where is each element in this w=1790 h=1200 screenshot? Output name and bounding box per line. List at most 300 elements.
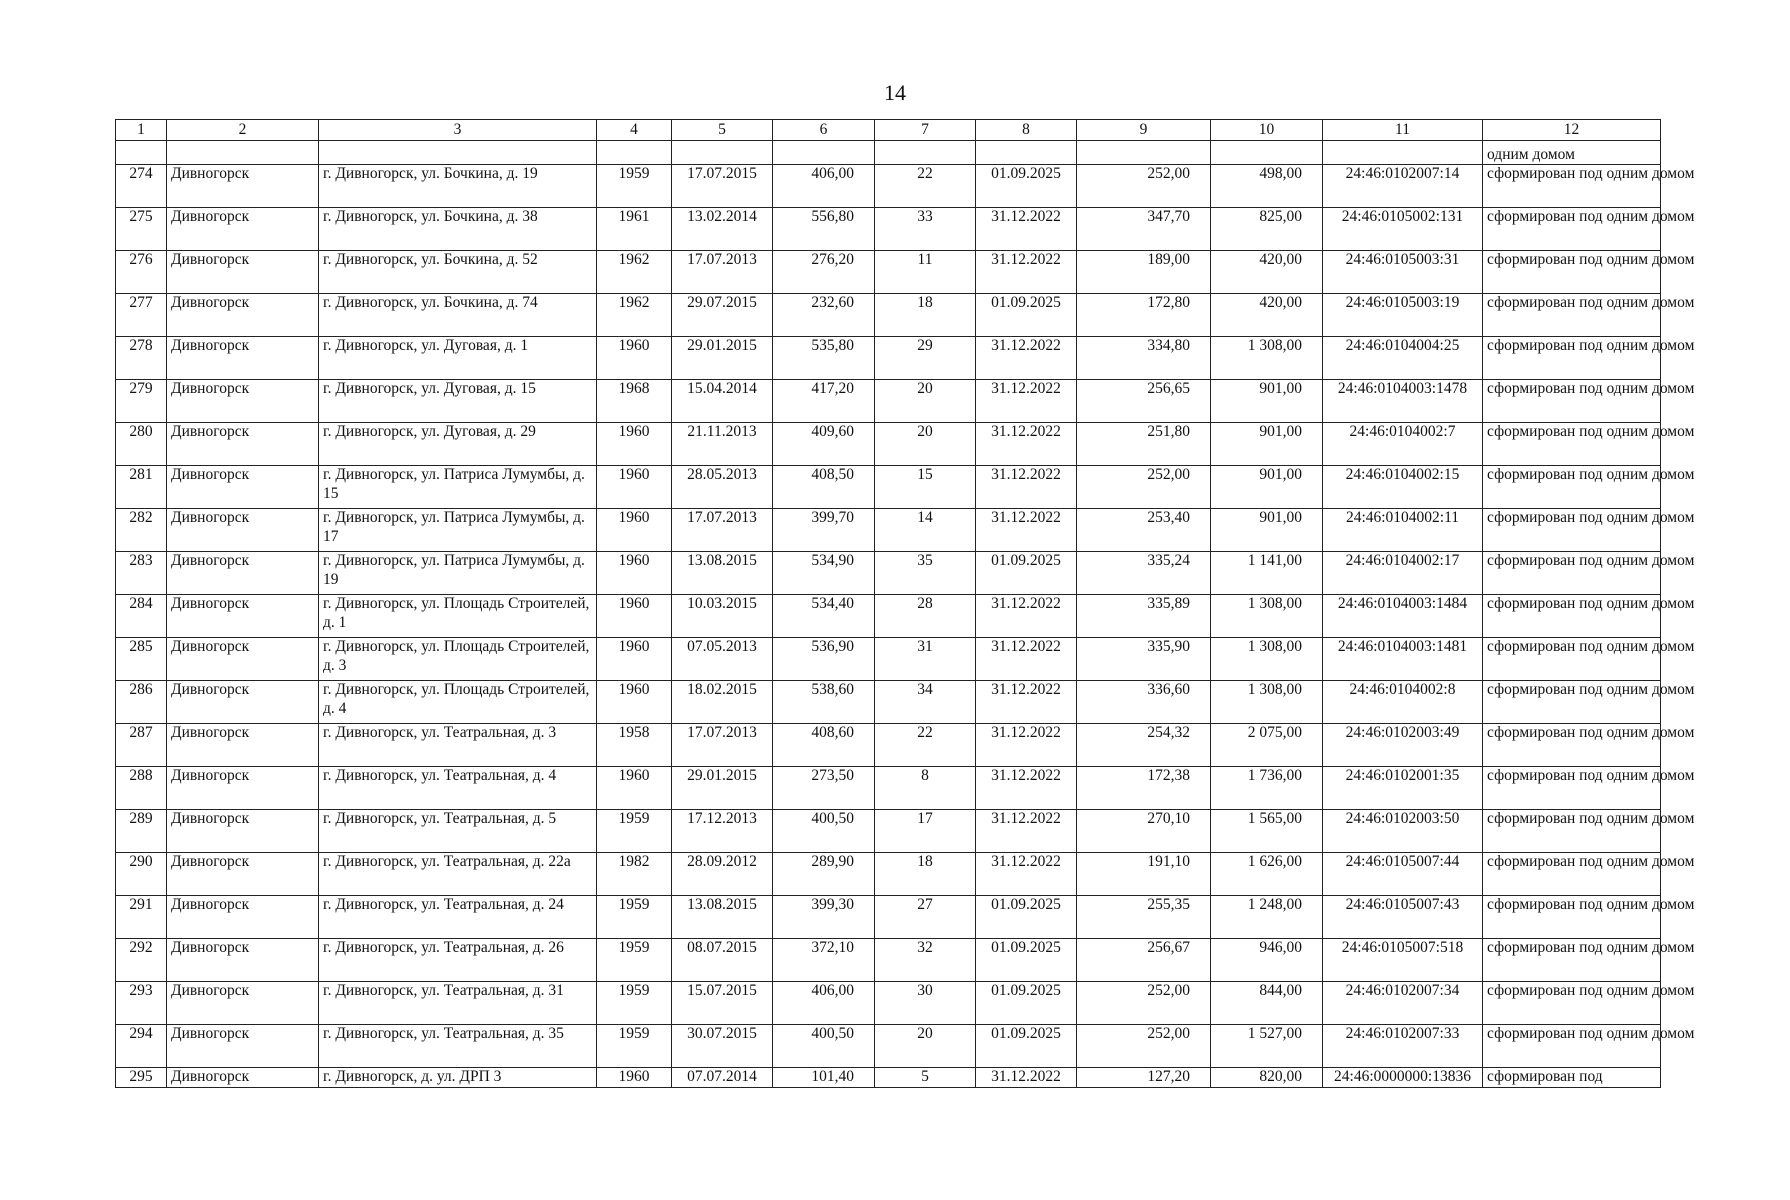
land-status-cell: сформирован под одним домом (1483, 380, 1661, 423)
column-header: 4 (597, 120, 672, 141)
land-area-cell: 901,00 (1211, 423, 1323, 466)
cadastral-number-cell: 24:46:0102007:34 (1323, 982, 1483, 1025)
municipality-cell: Дивногорск (167, 165, 319, 208)
residents-count-cell: 20 (875, 380, 976, 423)
municipality-cell: Дивногорск (167, 595, 319, 638)
living-area-cell: 335,90 (1077, 638, 1211, 681)
resettlement-deadline-cell: 31.12.2022 (976, 1068, 1077, 1088)
cadastral-number-cell: 24:46:0102003:49 (1323, 724, 1483, 767)
address-cell: г. Дивногорск, ул. Патриса Лумумбы, д. 17 (319, 509, 597, 552)
municipality-cell: Дивногорск (167, 509, 319, 552)
resettlement-deadline-cell: 01.09.2025 (976, 896, 1077, 939)
municipality-cell: Дивногорск (167, 896, 319, 939)
row-number-cell: 295 (116, 1068, 167, 1088)
total-area-cell: 372,10 (773, 939, 875, 982)
row-number-cell: 280 (116, 423, 167, 466)
address-cell: г. Дивногорск, ул. Театральная, д. 4 (319, 767, 597, 810)
address-cell: г. Дивногорск, ул. Театральная, д. 35 (319, 1025, 597, 1068)
land-area-cell: 1 308,00 (1211, 681, 1323, 724)
living-area-cell: 251,80 (1077, 423, 1211, 466)
land-status-cell: сформирован под одним домом (1483, 853, 1661, 896)
cadastral-number-cell: 24:46:0105007:43 (1323, 896, 1483, 939)
cadastral-number-cell: 24:46:0102001:35 (1323, 767, 1483, 810)
table-row (116, 509, 1661, 552)
municipality-cell: Дивногорск (167, 638, 319, 681)
row-number-cell: 284 (116, 595, 167, 638)
address-cell: г. Дивногорск, ул. Театральная, д. 5 (319, 810, 597, 853)
resettlement-deadline-cell: 01.09.2025 (976, 982, 1077, 1025)
land-area-cell: 1 141,00 (1211, 552, 1323, 595)
table-row (116, 1068, 1661, 1088)
land-status-cell: сформирован под одним домом (1483, 982, 1661, 1025)
land-area-cell: 844,00 (1211, 982, 1323, 1025)
residents-count-cell: 30 (875, 982, 976, 1025)
row-number-cell: 276 (116, 251, 167, 294)
land-status-cell: сформирован под одним домом (1483, 1025, 1661, 1068)
total-area-cell: 289,90 (773, 853, 875, 896)
resettlement-deadline-cell: 31.12.2022 (976, 724, 1077, 767)
resettlement-deadline-cell: 31.12.2022 (976, 853, 1077, 896)
cadastral-number-cell: 24:46:0104002:15 (1323, 466, 1483, 509)
table-row (116, 165, 1661, 208)
row-number-cell: 283 (116, 552, 167, 595)
table-row (116, 810, 1661, 853)
resettlement-deadline-cell: 31.12.2022 (976, 423, 1077, 466)
living-area-cell: 347,70 (1077, 208, 1211, 251)
residents-count-cell: 5 (875, 1068, 976, 1088)
column-header: 3 (319, 120, 597, 141)
build-year-cell: 1960 (597, 1068, 672, 1088)
row-number-cell: 291 (116, 896, 167, 939)
municipality-cell: Дивногорск (167, 853, 319, 896)
recognition-date-cell: 07.07.2014 (672, 1068, 773, 1088)
build-year-cell: 1960 (597, 595, 672, 638)
municipality-cell: Дивногорск (167, 724, 319, 767)
total-area-cell: 408,50 (773, 466, 875, 509)
residents-count-cell: 34 (875, 681, 976, 724)
continuation-row (116, 141, 1661, 165)
resettlement-deadline-cell: 31.12.2022 (976, 509, 1077, 552)
build-year-cell: 1959 (597, 1025, 672, 1068)
residents-count-cell: 28 (875, 595, 976, 638)
land-status-cell: сформирован под одним домом (1483, 337, 1661, 380)
column-header: 1 (116, 120, 167, 141)
total-area-cell: 409,60 (773, 423, 875, 466)
recognition-date-cell: 17.12.2013 (672, 810, 773, 853)
resettlement-deadline-cell: 31.12.2022 (976, 767, 1077, 810)
residents-count-cell: 8 (875, 767, 976, 810)
living-area-cell: 127,20 (1077, 1068, 1211, 1088)
land-area-cell: 420,00 (1211, 294, 1323, 337)
recognition-date-cell: 17.07.2015 (672, 165, 773, 208)
living-area-cell: 335,89 (1077, 595, 1211, 638)
resettlement-deadline-cell: 31.12.2022 (976, 208, 1077, 251)
living-area-cell: 252,00 (1077, 466, 1211, 509)
living-area-cell: 270,10 (1077, 810, 1211, 853)
row-number-cell: 294 (116, 1025, 167, 1068)
cadastral-number-cell: 24:46:0104002:7 (1323, 423, 1483, 466)
living-area-cell: 334,80 (1077, 337, 1211, 380)
living-area-cell: 172,80 (1077, 294, 1211, 337)
recognition-date-cell: 18.02.2015 (672, 681, 773, 724)
table-row (116, 466, 1661, 509)
build-year-cell: 1959 (597, 896, 672, 939)
living-area-cell: 252,00 (1077, 165, 1211, 208)
residents-count-cell: 35 (875, 552, 976, 595)
resettlement-deadline-cell: 01.09.2025 (976, 294, 1077, 337)
land-area-cell: 1 565,00 (1211, 810, 1323, 853)
row-number-cell: 293 (116, 982, 167, 1025)
municipality-cell: Дивногорск (167, 337, 319, 380)
column-header: 11 (1323, 120, 1483, 141)
address-cell: г. Дивногорск, ул. Площадь Строителей, д. 3 (319, 638, 597, 681)
recognition-date-cell: 13.02.2014 (672, 208, 773, 251)
land-area-cell: 2 075,00 (1211, 724, 1323, 767)
housing-registry-table (115, 119, 1695, 1088)
column-header: 12 (1483, 120, 1661, 141)
municipality-cell: Дивногорск (167, 294, 319, 337)
table-row (116, 423, 1661, 466)
address-cell: г. Дивногорск, ул. Театральная, д. 31 (319, 982, 597, 1025)
build-year-cell: 1960 (597, 681, 672, 724)
municipality-cell: Дивногорск (167, 810, 319, 853)
table-row (116, 767, 1661, 810)
cadastral-number-cell: 24:46:0102007:33 (1323, 1025, 1483, 1068)
cadastral-number-cell: 24:46:0105007:518 (1323, 939, 1483, 982)
build-year-cell: 1959 (597, 165, 672, 208)
living-area-cell: 336,60 (1077, 681, 1211, 724)
total-area-cell: 536,90 (773, 638, 875, 681)
municipality-cell: Дивногорск (167, 1025, 319, 1068)
municipality-cell: Дивногорск (167, 681, 319, 724)
municipality-cell: Дивногорск (167, 552, 319, 595)
land-area-cell: 1 626,00 (1211, 853, 1323, 896)
table-row (116, 294, 1661, 337)
address-cell: г. Дивногорск, ул. Дуговая, д. 29 (319, 423, 597, 466)
recognition-date-cell: 08.07.2015 (672, 939, 773, 982)
living-area-cell: 335,24 (1077, 552, 1211, 595)
row-number-cell: 277 (116, 294, 167, 337)
land-status-cell: сформирован под одним домом (1483, 724, 1661, 767)
total-area-cell: 534,40 (773, 595, 875, 638)
cadastral-number-cell: 24:46:0000000:13836 (1323, 1068, 1483, 1088)
table-row (116, 638, 1661, 681)
build-year-cell: 1960 (597, 767, 672, 810)
cadastral-number-cell: 24:46:0105007:44 (1323, 853, 1483, 896)
living-area-cell: 255,35 (1077, 896, 1211, 939)
table-row (116, 208, 1661, 251)
total-area-cell: 406,00 (773, 982, 875, 1025)
cadastral-number-cell: 24:46:0104003:1484 (1323, 595, 1483, 638)
land-status-cell: сформирован под одним домом (1483, 251, 1661, 294)
recognition-date-cell: 28.05.2013 (672, 466, 773, 509)
column-header: 8 (976, 120, 1077, 141)
living-area-cell: 254,32 (1077, 724, 1211, 767)
residents-count-cell: 14 (875, 509, 976, 552)
residents-count-cell: 33 (875, 208, 976, 251)
column-header: 6 (773, 120, 875, 141)
land-status-cell: сформирован под одним домом (1483, 552, 1661, 595)
row-number-cell: 290 (116, 853, 167, 896)
land-status-cell: сформирован под одним домом (1483, 681, 1661, 724)
table-row (116, 724, 1661, 767)
residents-count-cell: 22 (875, 165, 976, 208)
municipality-cell: Дивногорск (167, 251, 319, 294)
address-cell: г. Дивногорск, ул. Театральная, д. 24 (319, 896, 597, 939)
land-status-cell: сформирован под (1483, 1068, 1661, 1088)
residents-count-cell: 20 (875, 423, 976, 466)
total-area-cell: 408,60 (773, 724, 875, 767)
cadastral-number-cell: 24:46:0104002:11 (1323, 509, 1483, 552)
recognition-date-cell: 29.01.2015 (672, 337, 773, 380)
land-status-cell: сформирован под одним домом (1483, 638, 1661, 681)
living-area-cell: 191,10 (1077, 853, 1211, 896)
recognition-date-cell: 30.07.2015 (672, 1025, 773, 1068)
resettlement-deadline-cell: 31.12.2022 (976, 337, 1077, 380)
municipality-cell: Дивногорск (167, 1068, 319, 1088)
build-year-cell: 1960 (597, 638, 672, 681)
recognition-date-cell: 07.05.2013 (672, 638, 773, 681)
resettlement-deadline-cell: 01.09.2025 (976, 1025, 1077, 1068)
cadastral-number-cell: 24:46:0102003:50 (1323, 810, 1483, 853)
land-status-cell: сформирован под одним домом (1483, 165, 1661, 208)
residents-count-cell: 32 (875, 939, 976, 982)
table-row (116, 939, 1661, 982)
build-year-cell: 1960 (597, 509, 672, 552)
land-area-cell: 498,00 (1211, 165, 1323, 208)
recognition-date-cell: 17.07.2013 (672, 251, 773, 294)
row-number-cell: 292 (116, 939, 167, 982)
build-year-cell: 1961 (597, 208, 672, 251)
recognition-date-cell: 10.03.2015 (672, 595, 773, 638)
row-number-cell: 288 (116, 767, 167, 810)
municipality-cell: Дивногорск (167, 423, 319, 466)
build-year-cell: 1959 (597, 939, 672, 982)
cadastral-number-cell: 24:46:0102007:14 (1323, 165, 1483, 208)
living-area-cell: 189,00 (1077, 251, 1211, 294)
address-cell: г. Дивногорск, ул. Бочкина, д. 19 (319, 165, 597, 208)
recognition-date-cell: 17.07.2013 (672, 724, 773, 767)
table-row (116, 337, 1661, 380)
address-cell: г. Дивногорск, ул. Бочкина, д. 74 (319, 294, 597, 337)
column-number-header-row (116, 120, 1661, 141)
resettlement-deadline-cell: 31.12.2022 (976, 595, 1077, 638)
build-year-cell: 1960 (597, 423, 672, 466)
land-status-cell: сформирован под одним домом (1483, 767, 1661, 810)
living-area-cell: 256,65 (1077, 380, 1211, 423)
resettlement-deadline-cell: 31.12.2022 (976, 380, 1077, 423)
land-status-cell: сформирован под одним домом (1483, 294, 1661, 337)
land-status-cell: одним домом (1483, 141, 1661, 165)
row-number-cell: 289 (116, 810, 167, 853)
resettlement-deadline-cell: 31.12.2022 (976, 251, 1077, 294)
cadastral-number-cell: 24:46:0104003:1478 (1323, 380, 1483, 423)
land-status-cell: сформирован под одним домом (1483, 208, 1661, 251)
residents-count-cell: 18 (875, 853, 976, 896)
row-number-cell: 274 (116, 165, 167, 208)
build-year-cell: 1960 (597, 466, 672, 509)
recognition-date-cell: 21.11.2013 (672, 423, 773, 466)
row-number-cell: 278 (116, 337, 167, 380)
resettlement-deadline-cell: 31.12.2022 (976, 466, 1077, 509)
address-cell: г. Дивногорск, ул. Патриса Лумумбы, д. 19 (319, 552, 597, 595)
total-area-cell: 232,60 (773, 294, 875, 337)
living-area-cell: 252,00 (1077, 1025, 1211, 1068)
residents-count-cell: 27 (875, 896, 976, 939)
municipality-cell: Дивногорск (167, 208, 319, 251)
table-row (116, 380, 1661, 423)
land-area-cell: 901,00 (1211, 509, 1323, 552)
land-area-cell: 946,00 (1211, 939, 1323, 982)
recognition-date-cell: 29.07.2015 (672, 294, 773, 337)
cadastral-number-cell: 24:46:0104003:1481 (1323, 638, 1483, 681)
living-area-cell: 172,38 (1077, 767, 1211, 810)
land-status-cell: сформирован под одним домом (1483, 939, 1661, 982)
residents-count-cell: 31 (875, 638, 976, 681)
living-area-cell: 252,00 (1077, 982, 1211, 1025)
residents-count-cell: 20 (875, 1025, 976, 1068)
build-year-cell: 1982 (597, 853, 672, 896)
total-area-cell: 535,80 (773, 337, 875, 380)
land-area-cell: 825,00 (1211, 208, 1323, 251)
row-number-cell: 282 (116, 509, 167, 552)
row-number-cell: 279 (116, 380, 167, 423)
land-status-cell: сформирован под одним домом (1483, 896, 1661, 939)
row-number-cell: 275 (116, 208, 167, 251)
cadastral-number-cell: 24:46:0104002:17 (1323, 552, 1483, 595)
total-area-cell: 534,90 (773, 552, 875, 595)
resettlement-deadline-cell: 01.09.2025 (976, 939, 1077, 982)
cadastral-number-cell: 24:46:0105003:19 (1323, 294, 1483, 337)
column-header: 10 (1211, 120, 1323, 141)
living-area-cell: 256,67 (1077, 939, 1211, 982)
table-row (116, 1025, 1661, 1068)
residents-count-cell: 17 (875, 810, 976, 853)
address-cell: г. Дивногорск, ул. Театральная, д. 3 (319, 724, 597, 767)
land-area-cell: 1 248,00 (1211, 896, 1323, 939)
total-area-cell: 417,20 (773, 380, 875, 423)
total-area-cell: 101,40 (773, 1068, 875, 1088)
recognition-date-cell: 29.01.2015 (672, 767, 773, 810)
residents-count-cell: 18 (875, 294, 976, 337)
column-header: 9 (1077, 120, 1211, 141)
municipality-cell: Дивногорск (167, 939, 319, 982)
cadastral-number-cell: 24:46:0105003:31 (1323, 251, 1483, 294)
cadastral-number-cell: 24:46:0104002:8 (1323, 681, 1483, 724)
cadastral-number-cell: 24:46:0104004:25 (1323, 337, 1483, 380)
row-number-cell: 285 (116, 638, 167, 681)
land-area-cell: 1 308,00 (1211, 638, 1323, 681)
page-number: 14 (884, 80, 906, 105)
table-body (116, 141, 1695, 1088)
land-area-cell: 901,00 (1211, 466, 1323, 509)
residents-count-cell: 11 (875, 251, 976, 294)
recognition-date-cell: 15.07.2015 (672, 982, 773, 1025)
column-header: 5 (672, 120, 773, 141)
land-area-cell: 1 308,00 (1211, 337, 1323, 380)
total-area-cell: 399,30 (773, 896, 875, 939)
land-area-cell: 420,00 (1211, 251, 1323, 294)
land-area-cell: 1 308,00 (1211, 595, 1323, 638)
land-status-cell: сформирован под одним домом (1483, 423, 1661, 466)
address-cell: г. Дивногорск, ул. Дуговая, д. 15 (319, 380, 597, 423)
table-row (116, 595, 1661, 638)
address-cell: г. Дивногорск, ул. Бочкина, д. 38 (319, 208, 597, 251)
residents-count-cell: 22 (875, 724, 976, 767)
recognition-date-cell: 28.09.2012 (672, 853, 773, 896)
municipality-cell: Дивногорск (167, 466, 319, 509)
total-area-cell: 400,50 (773, 1025, 875, 1068)
resettlement-deadline-cell: 01.09.2025 (976, 165, 1077, 208)
table-row (116, 251, 1661, 294)
address-cell: г. Дивногорск, ул. Патриса Лумумбы, д. 15 (319, 466, 597, 509)
total-area-cell: 399,70 (773, 509, 875, 552)
row-number-cell: 286 (116, 681, 167, 724)
address-cell: г. Дивногорск, ул. Дуговая, д. 1 (319, 337, 597, 380)
column-header: 2 (167, 120, 319, 141)
build-year-cell: 1962 (597, 294, 672, 337)
address-cell: г. Дивногорск, ул. Театральная, д. 22а (319, 853, 597, 896)
table-row (116, 896, 1661, 939)
address-cell: г. Дивногорск, д. ул. ДРП 3 (319, 1068, 597, 1088)
land-status-cell: сформирован под одним домом (1483, 509, 1661, 552)
land-status-cell: сформирован под одним домом (1483, 466, 1661, 509)
build-year-cell: 1958 (597, 724, 672, 767)
recognition-date-cell: 17.07.2013 (672, 509, 773, 552)
total-area-cell: 406,00 (773, 165, 875, 208)
build-year-cell: 1962 (597, 251, 672, 294)
build-year-cell: 1968 (597, 380, 672, 423)
table-row (116, 982, 1661, 1025)
cadastral-number-cell: 24:46:0105002:131 (1323, 208, 1483, 251)
resettlement-deadline-cell: 31.12.2022 (976, 681, 1077, 724)
residents-count-cell: 15 (875, 466, 976, 509)
address-cell: г. Дивногорск, ул. Площадь Строителей, д. 4 (319, 681, 597, 724)
land-area-cell: 1 736,00 (1211, 767, 1323, 810)
address-cell: г. Дивногорск, ул. Театральная, д. 26 (319, 939, 597, 982)
recognition-date-cell: 13.08.2015 (672, 552, 773, 595)
municipality-cell: Дивногорск (167, 767, 319, 810)
total-area-cell: 400,50 (773, 810, 875, 853)
residents-count-cell: 29 (875, 337, 976, 380)
resettlement-deadline-cell: 31.12.2022 (976, 638, 1077, 681)
resettlement-deadline-cell: 01.09.2025 (976, 552, 1077, 595)
table-row (116, 853, 1661, 896)
row-number-cell: 281 (116, 466, 167, 509)
land-area-cell: 901,00 (1211, 380, 1323, 423)
build-year-cell: 1960 (597, 552, 672, 595)
recognition-date-cell: 15.04.2014 (672, 380, 773, 423)
recognition-date-cell: 13.08.2015 (672, 896, 773, 939)
column-header: 7 (875, 120, 976, 141)
total-area-cell: 538,60 (773, 681, 875, 724)
address-cell: г. Дивногорск, ул. Площадь Строителей, д. 1 (319, 595, 597, 638)
resettlement-deadline-cell: 31.12.2022 (976, 810, 1077, 853)
living-area-cell: 253,40 (1077, 509, 1211, 552)
municipality-cell: Дивногорск (167, 380, 319, 423)
table-row (116, 681, 1661, 724)
land-area-cell: 820,00 (1211, 1068, 1323, 1088)
total-area-cell: 273,50 (773, 767, 875, 810)
address-cell: г. Дивногорск, ул. Бочкина, д. 52 (319, 251, 597, 294)
total-area-cell: 276,20 (773, 251, 875, 294)
land-status-cell: сформирован под одним домом (1483, 810, 1661, 853)
build-year-cell: 1959 (597, 982, 672, 1025)
row-number-cell: 287 (116, 724, 167, 767)
total-area-cell: 556,80 (773, 208, 875, 251)
land-status-cell: сформирован под одним домом (1483, 595, 1661, 638)
land-area-cell: 1 527,00 (1211, 1025, 1323, 1068)
